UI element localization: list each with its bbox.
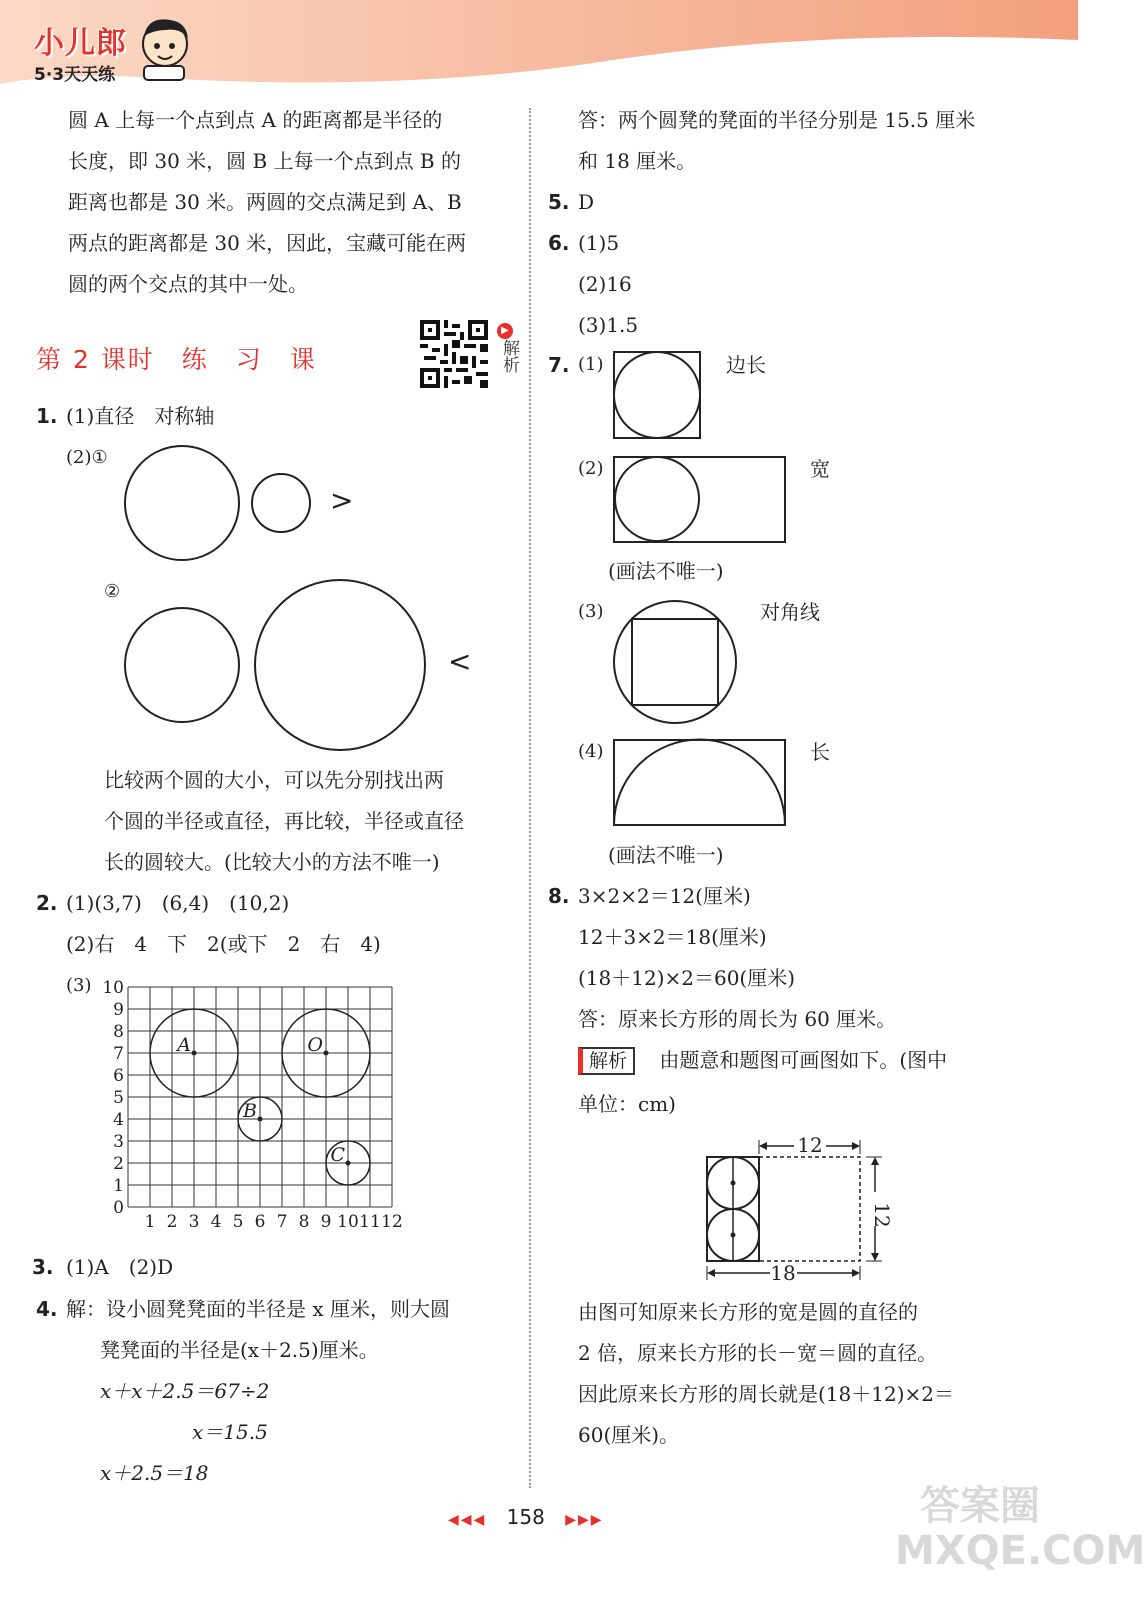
- intro-line: 距离也都是 30 米。两圆的交点满足到 A、B: [68, 190, 462, 214]
- watermark-url: MXQE.COM: [895, 1528, 1145, 1574]
- intro-line: 圆的两个交点的其中一处。: [68, 272, 308, 296]
- x-tick-label: 10: [337, 1212, 359, 1232]
- coordinate-grid: [0, 0, 540, 1240]
- q4-line: 解：设小圆凳凳面的半径是 x 厘米，则大圆: [66, 1297, 450, 1321]
- q7-label: (1): [578, 354, 604, 375]
- page-number-bar: [448, 1505, 604, 1529]
- q1-explain: 比较两个圆的大小，可以先分别找出两: [104, 768, 444, 792]
- q8-line: 12＋3×2＝18(厘米): [578, 925, 767, 949]
- qr-label: 解析: [499, 339, 519, 373]
- analysis-text: 由题意和题图可画图如下。(图中: [659, 1048, 948, 1072]
- play-icon: ▶: [497, 323, 513, 339]
- q1-explain: 个圆的半径或直径，再比较，半径或直径: [104, 809, 464, 833]
- y-tick-label: 1: [113, 1176, 124, 1196]
- y-tick-label: 8: [113, 1022, 124, 1042]
- analysis-unit: 单位：cm): [578, 1092, 676, 1116]
- q8-line: 3×2×2＝12(厘米): [578, 884, 751, 908]
- column-divider: [529, 108, 531, 1488]
- q5-answer: D: [578, 190, 595, 214]
- q8-diagram: [690, 1130, 900, 1290]
- y-tick-label: 7: [113, 1044, 124, 1064]
- question-number: 2.: [36, 891, 58, 915]
- q2-part1: (1)(3,7) (6,4) (10,2): [66, 891, 290, 915]
- y-tick-label: 5: [113, 1088, 124, 1108]
- circle-center: [258, 1117, 263, 1122]
- x-tick-label: 2: [166, 1212, 178, 1232]
- x-tick-label: 8: [298, 1212, 310, 1232]
- y-tick-label: 2: [113, 1154, 124, 1174]
- intro-line: 长度，即 30 米，圆 B 上每一个点到点 B 的: [68, 149, 461, 173]
- circle-label: O: [307, 1034, 323, 1056]
- q1-explain: 长的圆较大。(比较大小的方法不唯一): [104, 850, 440, 874]
- dim-top: 12: [797, 1133, 823, 1157]
- q6-line: (3)1.5: [578, 313, 639, 337]
- q8-explain: 60(厘米)。: [578, 1423, 680, 1447]
- dim-bottom: 18: [770, 1261, 796, 1285]
- q8-answer: 答：原来长方形的周长为 60 厘米。: [578, 1007, 897, 1031]
- figure-rect-semicircle: [614, 740, 785, 826]
- q7-label: (3): [578, 601, 604, 622]
- x-tick-label: 7: [276, 1212, 288, 1232]
- q2-part2: (2)右 4 下 2(或下 2 右 4): [66, 932, 381, 956]
- intro-line: 圆 A 上每一个点到点 A 的距离都是半径的: [68, 108, 443, 132]
- x-tick-label: 11: [359, 1212, 381, 1232]
- circle-label: A: [177, 1034, 191, 1056]
- y-tick-label: 0: [113, 1198, 124, 1218]
- y-tick-label: 4: [113, 1110, 124, 1130]
- next-arrows-icon[interactable]: ▶▶▶: [565, 1512, 604, 1528]
- x-tick-label: 4: [210, 1212, 222, 1232]
- question-number: 5.: [548, 190, 570, 214]
- prev-arrows-icon[interactable]: ◀◀◀: [448, 1512, 487, 1528]
- compare-symbol: <: [448, 645, 472, 678]
- q7-word: 长: [810, 740, 830, 764]
- question-number: 7.: [548, 353, 570, 377]
- analysis-tag: 解析: [578, 1047, 635, 1075]
- compare-symbol: >: [330, 484, 354, 517]
- x-tick-label: 1: [144, 1212, 156, 1232]
- q7-label: (4): [578, 741, 604, 762]
- circle-center: [346, 1161, 351, 1166]
- q6-line: (1)5: [578, 231, 620, 255]
- figure-rect-circle: [614, 457, 785, 542]
- question-number: 4.: [36, 1297, 58, 1321]
- x-tick-label: 5: [232, 1212, 244, 1232]
- q7-note: (画法不唯一): [608, 843, 724, 867]
- y-tick-label: 10: [102, 978, 124, 998]
- q7-label: (2): [578, 458, 604, 479]
- figure-circle-square: [614, 601, 736, 723]
- x-tick-label: 6: [254, 1212, 266, 1232]
- intro-line: 两点的距离都是 30 米，因此，宝藏可能在两: [68, 231, 467, 255]
- question-number: 6.: [548, 231, 570, 255]
- analysis-row: [578, 1046, 947, 1075]
- q4-equation: x＋2.5＝18: [100, 1461, 209, 1485]
- q4-answer: 答：两个圆凳的凳面的半径分别是 15.5 厘米: [578, 108, 976, 132]
- q7-note: (画法不唯一): [608, 559, 724, 583]
- q7-figures: [540, 340, 860, 840]
- q3-answer: (1)A (2)D: [66, 1255, 174, 1279]
- circle-label: C: [330, 1144, 345, 1166]
- circle-label: B: [243, 1100, 257, 1122]
- question-number: 8.: [548, 884, 570, 908]
- q4-line: 凳凳面的半径是(x＋2.5)厘米。: [100, 1338, 379, 1362]
- question-number: 1.: [36, 404, 58, 428]
- series-name: 5·3天天练: [34, 65, 116, 85]
- dim-right: 12: [870, 1202, 894, 1228]
- q8-explain: 因此原来长方形的周长就是(18＋12)×2＝: [578, 1382, 954, 1406]
- q1-part2b-label: ②: [104, 581, 121, 602]
- q8-line: (18＋12)×2＝60(厘米): [578, 966, 796, 990]
- lesson-title: 第 2 课时 练 习 课: [36, 345, 317, 374]
- q4-equation: x＋x＋2.5＝67÷2: [100, 1379, 270, 1403]
- x-tick-label: 3: [188, 1212, 200, 1232]
- y-tick-label: 6: [113, 1066, 124, 1086]
- watermark-logo: 答案圈: [920, 1483, 1040, 1529]
- figure-square-circle: [614, 352, 700, 438]
- q8-explain: 2 倍，原来长方形的长－宽＝圆的直径。: [578, 1341, 938, 1365]
- y-tick-label: 3: [113, 1132, 124, 1152]
- page-number: 158: [506, 1505, 545, 1529]
- q7-word: 对角线: [760, 600, 820, 624]
- q1-part1: (1)直径 对称轴: [66, 404, 215, 428]
- x-tick-label: 12: [381, 1212, 403, 1232]
- circle-center: [324, 1051, 329, 1056]
- q6-line: (2)16: [578, 272, 632, 296]
- q4-equation: x＝15.5: [192, 1420, 268, 1444]
- brand-name: 小儿郎: [34, 26, 127, 61]
- q7-word: 宽: [810, 457, 830, 481]
- question-number: 3.: [32, 1255, 54, 1279]
- q1-part2-label: (2)①: [66, 447, 108, 468]
- circle-center: [192, 1051, 197, 1056]
- q4-answer: 和 18 厘米。: [578, 149, 697, 173]
- q7-word: 边长: [726, 353, 766, 377]
- y-tick-label: 9: [113, 1000, 124, 1020]
- q2-part3-label: (3): [66, 975, 92, 996]
- q8-explain: 由图可知原来长方形的宽是圆的直径的: [578, 1300, 918, 1324]
- x-tick-label: 9: [320, 1212, 332, 1232]
